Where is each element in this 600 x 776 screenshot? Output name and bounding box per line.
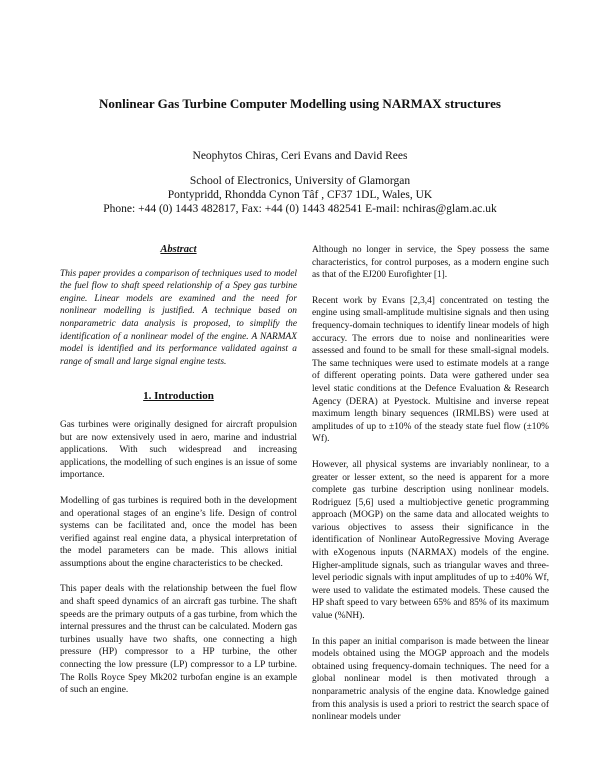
- right-paragraph-2: Recent work by Evans [2,3,4] concentrated on testing the engine using small-amplitude multisine signals and then using frequency-domain techniques to identify linear models of high accuracy. The errors due to noise and nonlinearities were assessed and found to be small for these small-signal models. The same techniques were used to estimate models at a range of different operating points. Data were gathered under sea level static conditions at the Defence Evaluation & Research Agency (DERA) at Pyestock. Multisine and inverse repeat maximum length binary sequences (IRMLBS) were used at amplitudes of up to ±10% of the steady state fuel flow (±10% Wf).: [312, 295, 549, 445]
- affiliation-block: [0, 174, 600, 216]
- affiliation-contact: Phone: +44 (0) 1443 482817, Fax: +44 (0) 1443 482541 E-mail: nchiras@glam.ac.uk: [103, 203, 497, 215]
- right-paragraph-3: However, all physical systems are invariably nonlinear, to a greater or lesser extent, so the need is apparent for a more complete gas turbine description using nonlinear models. Rodriguez [5,6] used a multiobjective genetic programming approach (MOGP) on the same data and allocated weights to various objectives to assess their significance in the identification of Nonlinear AutoRegressive Moving Average with eXogenous inputs (NARMAX) models of the engine. Higher-amplitude signals, such as triangular waves and three-level periodic signals with input amplitudes of up to ±40% Wf, were used to validate the estimated models. These caused the HP shaft speed to vary between 65% and 85% of its maximum value (%NH).: [312, 459, 549, 622]
- abstract-heading: Abstract: [160, 244, 197, 255]
- right-paragraph-4: In this paper an initial comparison is made between the linear models obtained using the MOGP approach and the models obtained using frequency-domain techniques. The need for a global nonlinear model is then motivated through a nonparametric analysis of the engine data. Knowledge gained from this analysis is used a priori to restrict the search space of nonlinear models under: [312, 636, 549, 723]
- affiliation-address: Pontypridd, Rhondda Cynon Tâf , CF37 1DL, Wales, UK: [167, 189, 433, 201]
- introduction-heading: 1. Introduction: [143, 390, 214, 403]
- intro-paragraph-3: This paper deals with the relationship between the fuel flow and shaft speed dynamics of an aircraft gas turbine. The shaft speeds are the primary outputs of a gas turbine, from which the internal pressures and the thrust can be calculated. Modern gas turbines usually have two shafts, one connecting a high pressure (HP) compressor to a HP turbine, the other connecting the low pressure (LP) compressor to a LP turbine. The Rolls Royce Spey Mk202 turbofan engine is an example of such an engine.: [60, 584, 297, 696]
- left-column: [60, 244, 297, 710]
- abstract-text: This paper provides a comparison of techniques used to model the fuel flow to shaft speed relationship of a Spey gas turbine engine. Linear models are examined and the need for nonlinear modelling is justified. A technique based on nonparametric data analysis is proposed, to simplify the identification of a nonlinear model of the engine. A NARMAX model is identified and its performance validated against a range of small and large signal engine tests.: [60, 268, 297, 367]
- intro-paragraph-1: Gas turbines were originally designed for aircraft propulsion but are now extensively used in aero, marine and industrial applications. With such widespread and increasing applications, the modelling of such engines is an issue of some importance.: [60, 419, 297, 481]
- paper-title: Nonlinear Gas Turbine Computer Modelling using NARMAX structures: [99, 96, 501, 111]
- right-column: [312, 244, 549, 737]
- affiliation-school: School of Electronics, University of Glamorgan: [189, 175, 411, 187]
- author-list: Neophytos Chiras, Ceri Evans and David Rees: [192, 150, 408, 162]
- intro-paragraph-2: Modelling of gas turbines is required both in the development and operational stages of an engine’s life. Design of control systems can be facilitated and, once the model has been verified against real engine data, a physical interpretation of the model parameters can be made. This allows initial assumptions about the engine characteristics to be checked.: [60, 495, 297, 569]
- right-paragraph-1: Although no longer in service, the Spey possess the same characteristics, for control purposes, as a modern engine such as that of the EJ200 Eurofighter [1].: [312, 245, 549, 281]
